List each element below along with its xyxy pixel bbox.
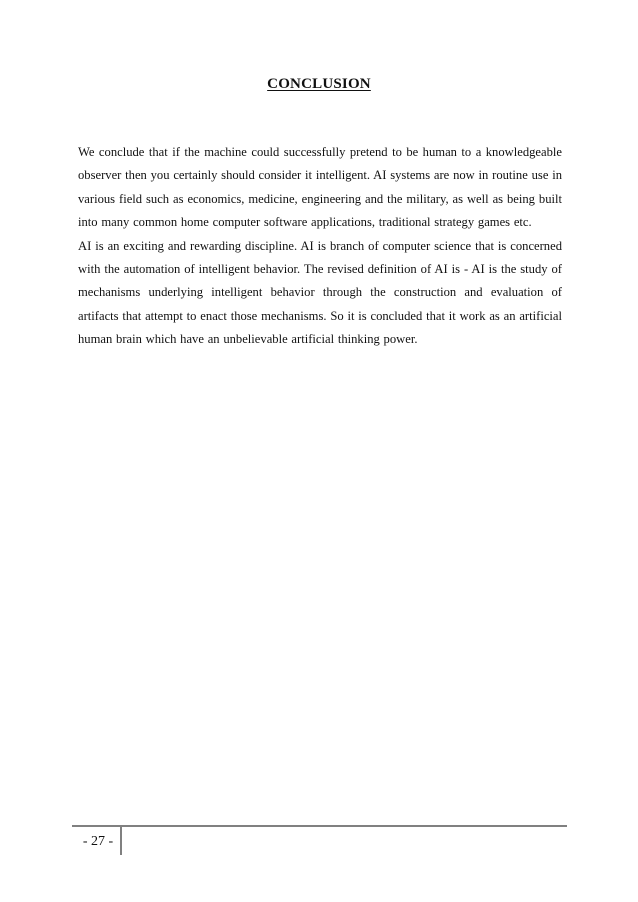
page-title: CONCLUSION <box>267 76 371 92</box>
footer-rule <box>72 825 567 827</box>
paragraph-1: We conclude that if the machine could successfully pretend to be human to a knowledgeable observer then you certainly should consider it intelligent. AI systems are now in routine use in various field such as economics, medicine, engineering and the military, as well as being built into many common home computer software applications, traditional strategy games etc. <box>78 145 562 230</box>
paragraph-2: AI is an exciting and rewarding discipline. AI is branch of computer science that is concerned with the automation of intelligent behavior. The revised definition of AI is - AI is the study of mechanisms underlying intelligent behavior through the construction and evaluation of artifacts that attempt to enact those mechanisms. So it is concluded that it work as an artificial human brain which have an unbelievable artificial thinking power. <box>78 238 562 347</box>
page-number: - 27 - <box>82 834 114 849</box>
footer-divider <box>120 826 122 855</box>
conclusion-body <box>78 141 562 352</box>
